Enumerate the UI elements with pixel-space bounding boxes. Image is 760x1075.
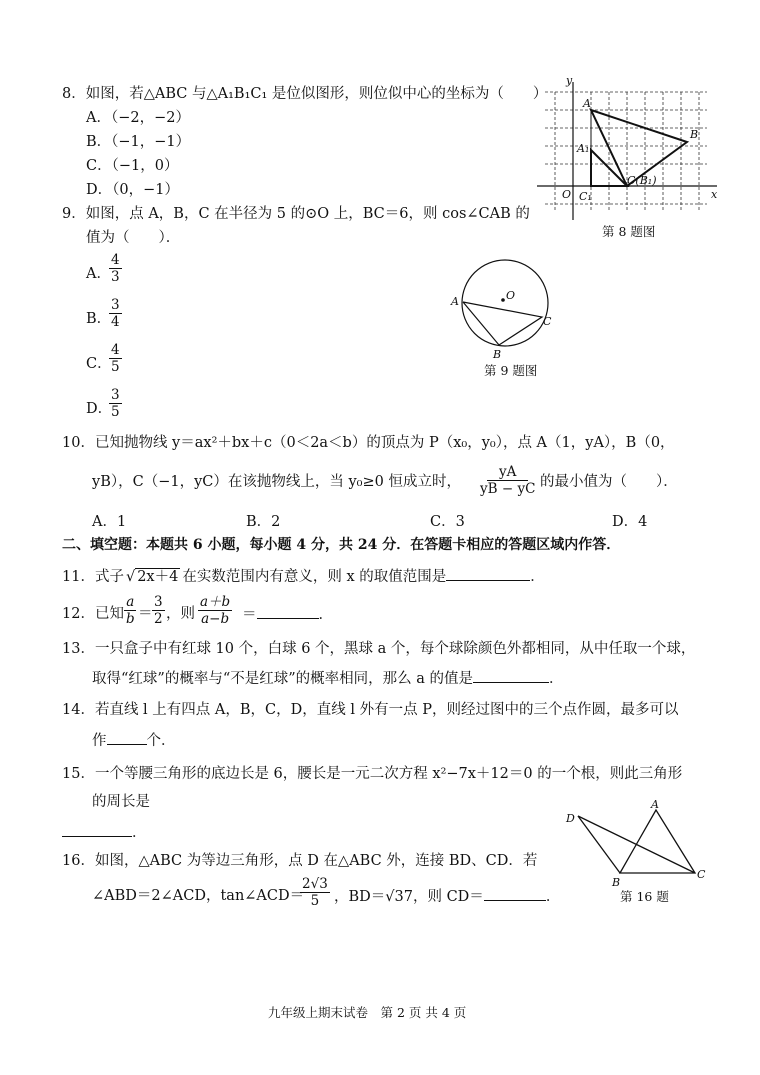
q10-line2-after: 的最小值为（ ）． (540, 474, 678, 490)
q16-figure (560, 798, 710, 890)
q13-line1: 13．一只盒子中有红球 10 个，白球 6 个，黑球 a 个，每个球除颜色外都相同，从中任取一个球， (62, 641, 696, 657)
q8-stem: 8．如图，若△ABC 与△A₁B₁C₁ 是位似图形，则位似中心的坐标为（ ） (62, 86, 548, 102)
q9-caption: 第 9 题图 (484, 363, 538, 378)
q13-line2: 取得“红球”的概率与“不是红球”的概率相同，那么 a 的值是 ． (92, 668, 564, 689)
q14-answer-blank[interactable] (107, 730, 147, 745)
q8-label-b: B (690, 128, 699, 141)
q8-label-c-b1: C(B₁) (627, 174, 657, 187)
q16-line2a: ∠ABD＝2∠ACD，tan∠ACD＝ (92, 888, 305, 904)
q12-mid: ，则 (166, 606, 195, 622)
q9-label-o: O (506, 289, 516, 302)
q9-figure (445, 255, 560, 360)
q9-option-a-letter: A． (86, 266, 111, 282)
q10-option-c: C．3 (430, 514, 465, 530)
q12-eq: ＝ (138, 606, 153, 622)
q12-end: ＝ ． (242, 604, 333, 625)
q12-answer-blank[interactable] (257, 604, 319, 619)
q16-fraction: $\frac{2√3}{5}$ (302, 876, 328, 909)
q16-label-a: A (651, 798, 659, 811)
q10-fraction: $\frac{yA}{yB - yC}$ (480, 464, 536, 497)
q9-label-b: B (493, 348, 502, 360)
q8-option-c: C．（−1，0） (86, 158, 179, 174)
q8-label-y: y (566, 74, 573, 87)
q8-label-c1: C₁ (579, 190, 592, 203)
q9-option-c-letter: C． (86, 356, 112, 372)
q15-line2: 的周长是 (92, 794, 150, 810)
q11-answer-blank[interactable] (446, 566, 530, 581)
q9-label-a: A (451, 295, 459, 308)
q8-label-a1: A₁ (577, 142, 590, 155)
q9-stem-line1: 9．如图，点 A，B，C 在半径为 5 的⊙O 上，BC＝6，则 cos∠CAB 的 (62, 206, 530, 222)
q10-line1: 10．已知抛物线 y＝ax²＋bx＋c（0＜2a＜b）的顶点为 P（x₀，y₀），点 A（1，yA），B（0， (62, 435, 675, 451)
q9-stem-line2: 值为（ ）． (86, 230, 181, 246)
q8-option-a: A．（−2，−2） (86, 110, 190, 126)
q13-answer-blank[interactable] (473, 668, 549, 683)
q10-option-d: D．4 (612, 514, 648, 530)
q16-caption: 第 16 题 (620, 889, 669, 904)
q8-label-o: O (562, 188, 572, 201)
q14-line2: 作 个． (92, 730, 176, 751)
q8-figure (535, 72, 725, 222)
q16-line2b: ，BD＝√37，则 CD＝ ． (334, 886, 560, 907)
q14-line1: 14．若直线 l 上有四点 A，B，C，D，直线 l 外有一点 P，则经过图中的三个点作圆，最多可以 (62, 702, 679, 718)
q12-frac-ab: $\frac{a}{b}$ (126, 594, 135, 627)
q12-frac-expr: $\frac{a+b}{a-b}$ (200, 594, 231, 627)
q16-label-d: D (566, 812, 575, 825)
q9-option-c-frac: $\frac{4}{5}$ (111, 342, 120, 375)
q8-option-b: B．（−1，−1） (86, 134, 191, 150)
q9-option-b-frac: $\frac{3}{4}$ (111, 297, 120, 330)
q16-answer-blank[interactable] (484, 886, 546, 901)
q15-answer: ． (62, 822, 147, 843)
q9-option-a-frac: $\frac{4}{3}$ (111, 252, 120, 285)
q9-option-d-letter: D． (86, 401, 113, 417)
q9-option-d-frac: $\frac{3}{5}$ (111, 387, 120, 420)
q8-option-d: D．（0，−1） (86, 182, 179, 198)
q15-answer-blank[interactable] (62, 822, 132, 837)
q8-label-a: A (583, 97, 591, 110)
page-footer: 九年级上期末试卷 第 2 页 共 4 页 (268, 1005, 467, 1020)
q16-label-b: B (612, 876, 621, 889)
q16-label-c: C (697, 868, 706, 881)
q15-line1: 15．一个等腰三角形的底边长是 6，腰长是一元二次方程 x²−7x＋12＝0 的一个根，则此三角形 (62, 766, 683, 782)
section2-heading: 二、填空题：本题共 6 小题，每小题 4 分，共 24 分．在答题卡相应的答题区域内作答． (62, 537, 621, 553)
q10-option-a: A．1 (92, 514, 127, 530)
q12-prefix: 12．已知 (62, 606, 124, 622)
q8-caption: 第 8 题图 (602, 224, 656, 239)
q9-option-b-letter: B． (86, 311, 112, 327)
q12-frac-32: $\frac{3}{2}$ (154, 594, 163, 627)
q8-label-x: x (711, 188, 718, 201)
q16-line1: 16．如图，△ABC 为等边三角形，点 D 在△ABC 外，连接 BD、CD．若 (62, 853, 538, 869)
q10-option-b: B．2 (246, 514, 281, 530)
q9-label-c: C (543, 315, 552, 328)
q10-line2-before: yB），C（−1，yC）在该抛物线上，当 y₀≥0 恒成立时， (92, 474, 461, 490)
q11-line: 11．式子 √ 2x＋4 在实数范围内有意义，则 x 的取值范围是 ． (62, 566, 545, 587)
